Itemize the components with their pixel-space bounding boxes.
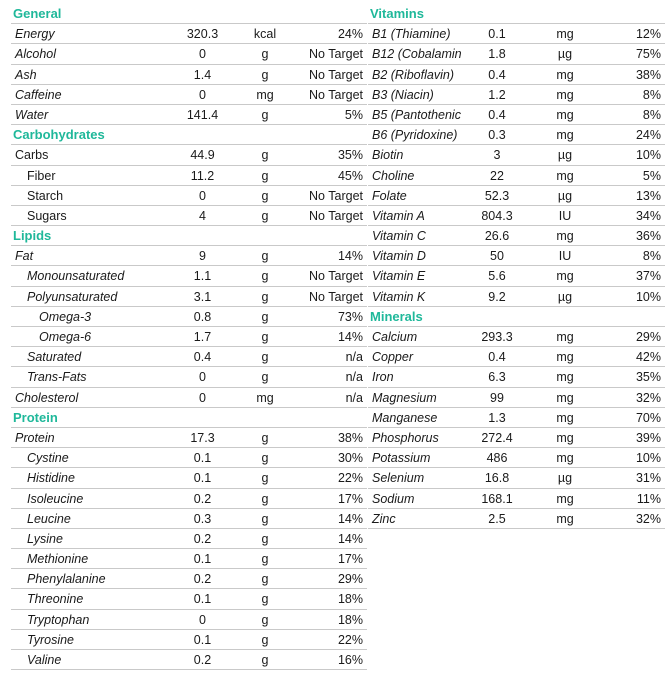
- nutrient-target-percent: No Target: [309, 67, 363, 82]
- nutrient-unit: mg: [556, 27, 574, 42]
- nutrient-unit: g: [261, 188, 269, 203]
- nutrient-name: Manganese: [372, 410, 438, 425]
- nutrient-amount: 1.3: [488, 410, 506, 425]
- vitamins-rows: [368, 24, 665, 307]
- nutrient-row: [368, 367, 665, 387]
- section-title-general: General: [11, 4, 367, 24]
- nutrient-name: Omega-3: [39, 309, 92, 324]
- nutrient-target-percent: 22%: [337, 471, 363, 486]
- nutrient-amount: 50: [490, 249, 504, 264]
- nutrient-row: [368, 468, 665, 488]
- nutrient-row: [368, 408, 665, 428]
- nutrient-unit: g: [261, 289, 269, 304]
- nutrient-target-percent: 24%: [337, 27, 363, 42]
- nutrient-target-percent: n/a: [345, 350, 363, 365]
- nutrient-amount: 0: [199, 370, 206, 385]
- nutrient-unit: mg: [556, 168, 574, 183]
- nutrient-target-percent: 24%: [635, 128, 661, 143]
- nutrient-name: Energy: [15, 27, 55, 42]
- nutrient-amount: 0.1: [193, 592, 212, 607]
- nutrient-name: Histidine: [27, 471, 75, 486]
- nutrient-target-percent: 18%: [337, 592, 363, 607]
- protein-rows: [11, 428, 367, 670]
- nutrient-row: [11, 44, 367, 64]
- nutrient-target-percent: 14%: [337, 249, 363, 264]
- nutrient-row: [11, 610, 367, 630]
- nutrient-unit: g: [261, 552, 269, 567]
- nutrient-unit: mg: [556, 128, 574, 143]
- nutrient-unit: kcal: [253, 27, 277, 42]
- nutrient-amount: 3.1: [193, 289, 212, 304]
- nutrient-unit: g: [261, 592, 269, 607]
- nutrient-target-percent: 14%: [337, 531, 363, 546]
- nutrient-row: [11, 246, 367, 266]
- nutrient-target-percent: 16%: [337, 653, 363, 667]
- nutrient-unit: g: [261, 451, 269, 466]
- nutrient-amount: 0.4: [193, 350, 212, 365]
- nutrient-amount: 2.5: [488, 511, 506, 526]
- nutrient-row: [368, 509, 665, 529]
- nutrient-amount: 44.9: [190, 148, 215, 163]
- nutrient-unit: IU: [558, 249, 572, 264]
- nutrient-target-percent: 29%: [635, 330, 661, 344]
- nutrient-unit: mg: [556, 330, 574, 344]
- nutrient-row: [11, 569, 367, 589]
- carbohydrates-rows: [11, 145, 367, 226]
- nutrient-target-percent: 17%: [337, 491, 363, 506]
- nutrient-unit: g: [261, 491, 269, 506]
- nutrient-target-percent: 75%: [635, 47, 661, 62]
- nutrient-name: Polyunsaturated: [27, 289, 118, 304]
- nutrient-row: [11, 630, 367, 650]
- nutrient-target-percent: 22%: [337, 632, 363, 647]
- nutrient-unit: g: [261, 511, 269, 526]
- nutrient-target-percent: 34%: [635, 208, 661, 223]
- nutrient-unit: g: [261, 107, 269, 122]
- nutrient-row: [11, 448, 367, 468]
- nutrient-amount: 11.2: [190, 168, 215, 183]
- nutrient-name: Saturated: [27, 350, 82, 365]
- nutrient-row: [11, 85, 367, 105]
- nutrient-name: Methionine: [27, 552, 89, 567]
- nutrient-amount: 52.3: [484, 188, 510, 203]
- nutrient-name: Tryptophan: [27, 612, 90, 627]
- nutrient-unit: g: [261, 632, 269, 647]
- nutrient-target-percent: No Target: [309, 47, 363, 62]
- nutrient-name: Selenium: [372, 471, 425, 486]
- nutrient-row: [11, 287, 367, 307]
- nutrient-name: Folate: [372, 188, 407, 203]
- nutrient-unit: mg: [256, 390, 274, 405]
- nutrient-unit: IU: [558, 208, 572, 223]
- nutrient-unit: mg: [556, 370, 574, 385]
- nutrient-target-percent: No Target: [309, 269, 363, 284]
- nutrient-name: Cholesterol: [15, 390, 79, 405]
- nutrient-target-percent: 14%: [337, 330, 363, 344]
- nutrient-name: Monounsaturated: [27, 269, 125, 284]
- nutrient-row: [368, 266, 665, 286]
- nutrient-unit: g: [261, 208, 269, 223]
- nutrient-target-percent: n/a: [345, 370, 363, 385]
- nutrient-row: [368, 105, 665, 125]
- nutrient-target-percent: No Target: [309, 208, 363, 223]
- left-nutrient-column: [11, 4, 367, 670]
- nutrient-unit: g: [261, 572, 269, 587]
- nutrient-unit: mg: [556, 107, 574, 122]
- nutrient-amount: 0.8: [193, 309, 212, 324]
- nutrient-target-percent: 18%: [337, 612, 363, 627]
- nutrient-unit: g: [261, 148, 269, 163]
- nutrient-unit: g: [261, 330, 269, 344]
- nutrient-row: [368, 287, 665, 307]
- nutrient-target-percent: 31%: [635, 471, 661, 486]
- nutrient-unit: µg: [557, 471, 573, 486]
- right-nutrient-column: [368, 4, 665, 529]
- nutrient-amount: 22: [490, 168, 504, 183]
- nutrient-amount: 293.3: [481, 330, 513, 344]
- nutrient-unit: g: [261, 471, 269, 486]
- nutrient-amount: 0.3: [193, 511, 212, 526]
- nutrient-target-percent: 39%: [635, 430, 661, 445]
- nutrient-unit: µg: [557, 148, 573, 163]
- nutrient-unit: g: [261, 653, 269, 667]
- section-title-protein: Protein: [11, 408, 367, 428]
- nutrient-amount: 0.1: [193, 552, 212, 567]
- nutrient-row: [368, 166, 665, 186]
- nutrient-row: [11, 206, 367, 226]
- nutrient-name: Leucine: [27, 511, 71, 526]
- nutrient-unit: g: [261, 430, 269, 445]
- nutrient-row: [11, 509, 367, 529]
- nutrient-unit: mg: [556, 229, 574, 244]
- nutrient-amount: 320.3: [186, 27, 219, 42]
- nutrient-amount: 0.4: [488, 67, 506, 82]
- nutrient-row: [11, 105, 367, 125]
- section-title-lipids: Lipids: [11, 226, 367, 246]
- nutrient-amount: 804.3: [481, 208, 513, 223]
- nutrient-name: Vitamin C: [372, 229, 426, 244]
- nutrient-name: Potassium: [372, 451, 431, 466]
- nutrient-row: [11, 65, 367, 85]
- nutrient-amount: 0.2: [193, 572, 212, 587]
- minerals-rows: [368, 327, 665, 529]
- nutrient-unit: mg: [556, 67, 574, 82]
- nutrient-row: [368, 85, 665, 105]
- nutrient-target-percent: 8%: [642, 249, 661, 264]
- nutrient-unit: g: [261, 309, 269, 324]
- nutrient-target-percent: 14%: [337, 511, 363, 526]
- nutrient-name: Starch: [27, 188, 64, 203]
- nutrient-row: [11, 529, 367, 549]
- nutrient-name: B6 (Pyridoxine): [372, 128, 458, 143]
- nutrient-amount: 0.4: [488, 350, 506, 365]
- nutrient-row: [11, 589, 367, 609]
- nutrient-target-percent: n/a: [345, 390, 363, 405]
- nutrient-name: Alcohol: [15, 47, 56, 62]
- nutrient-row: [368, 145, 665, 165]
- nutrient-amount: 0.2: [193, 531, 212, 546]
- nutrient-name: Zinc: [372, 511, 396, 526]
- nutrient-target-percent: 73%: [337, 309, 363, 324]
- nutrient-unit: mg: [556, 87, 574, 102]
- nutrient-name: Carbs: [15, 148, 49, 163]
- nutrient-target-percent: 10%: [635, 289, 661, 304]
- section-title-minerals: Minerals: [368, 307, 665, 327]
- nutrient-row: [368, 388, 665, 408]
- nutrient-row: [11, 186, 367, 206]
- nutrient-amount: 1.4: [193, 67, 212, 82]
- nutrient-name: Threonine: [27, 592, 84, 607]
- nutrient-amount: 0: [199, 87, 206, 102]
- nutrient-amount: 0: [199, 188, 206, 203]
- nutrient-amount: 0.1: [193, 451, 212, 466]
- nutrient-row: [368, 226, 665, 246]
- nutrient-unit: mg: [556, 350, 574, 365]
- nutrient-target-percent: 35%: [337, 148, 363, 163]
- nutrient-name: Isoleucine: [27, 491, 84, 506]
- nutrient-target-percent: 32%: [635, 511, 661, 526]
- nutrient-amount: 16.8: [484, 471, 510, 486]
- nutrient-row: [368, 428, 665, 448]
- nutrient-amount: 168.1: [481, 491, 513, 506]
- nutrient-name: Lysine: [27, 531, 63, 546]
- nutrient-row: [11, 388, 367, 408]
- nutrient-amount: 9.2: [488, 289, 506, 304]
- nutrient-row: [11, 145, 367, 165]
- nutrient-row: [368, 489, 665, 509]
- nutrient-name: Valine: [27, 653, 62, 667]
- nutrient-amount: 1.2: [488, 87, 506, 102]
- nutrient-row: [11, 347, 367, 367]
- nutrient-name: Protein: [15, 430, 55, 445]
- nutrient-amount: 0: [199, 47, 206, 62]
- nutrient-unit: mg: [556, 491, 574, 506]
- nutrient-target-percent: 35%: [635, 370, 661, 385]
- nutrient-amount: 272.4: [481, 430, 513, 445]
- nutrient-target-percent: 8%: [642, 87, 661, 102]
- nutrient-target-percent: 30%: [337, 451, 363, 466]
- nutrient-name: Choline: [372, 168, 415, 183]
- nutrient-row: [11, 266, 367, 286]
- nutrient-amount: 0.4: [488, 107, 506, 122]
- nutrient-target-percent: 11%: [636, 491, 661, 506]
- nutrient-unit: mg: [556, 410, 574, 425]
- nutrient-name: Phosphorus: [372, 430, 439, 445]
- nutrient-target-percent: No Target: [309, 87, 363, 102]
- section-title-carbohydrates: Carbohydrates: [11, 125, 367, 145]
- nutrient-amount: 1.8: [488, 47, 506, 62]
- nutrient-unit: mg: [556, 451, 574, 466]
- nutrient-row: [11, 166, 367, 186]
- nutrient-row: [368, 44, 665, 64]
- nutrient-name: Sodium: [372, 491, 415, 506]
- nutrient-name: Iron: [372, 370, 394, 385]
- nutrient-amount: 0.1: [193, 471, 212, 486]
- nutrient-name: Calcium: [372, 330, 418, 344]
- nutrient-row: [11, 468, 367, 488]
- nutrient-unit: g: [261, 67, 269, 82]
- nutrient-name: Biotin: [372, 148, 404, 163]
- nutrient-amount: 3: [493, 148, 501, 163]
- nutrient-row: [368, 186, 665, 206]
- nutrient-name: Vitamin A: [372, 208, 425, 223]
- nutrient-target-percent: 70%: [635, 410, 661, 425]
- nutrient-amount: 17.3: [190, 430, 215, 445]
- nutrient-name: Tyrosine: [27, 632, 75, 647]
- nutrient-row: [11, 307, 367, 327]
- nutrient-target-percent: No Target: [309, 289, 363, 304]
- nutrient-name: Copper: [372, 350, 413, 365]
- nutrient-name: Omega-6: [39, 330, 92, 344]
- section-title-vitamins: Vitamins: [368, 4, 665, 24]
- nutrient-row: [368, 246, 665, 266]
- nutrient-unit: g: [261, 269, 269, 284]
- nutrient-name: B12 (Cobalamin: [372, 47, 462, 62]
- nutrient-name: Ash: [15, 67, 37, 82]
- nutrient-name: Vitamin E: [372, 269, 426, 284]
- nutrient-name: B2 (Riboflavin): [372, 67, 454, 82]
- nutrient-unit: µg: [557, 188, 573, 203]
- nutrient-unit: µg: [557, 289, 573, 304]
- nutrient-amount: 0.2: [193, 653, 212, 667]
- nutrient-name: Cystine: [27, 451, 69, 466]
- nutrient-target-percent: 5%: [344, 107, 363, 122]
- nutrient-row: [11, 24, 367, 44]
- nutrient-unit: µg: [557, 47, 573, 62]
- nutrient-name: Vitamin K: [372, 289, 426, 304]
- nutrient-target-percent: 10%: [635, 451, 661, 466]
- nutrient-row: [11, 367, 367, 387]
- nutrient-row: [368, 65, 665, 85]
- nutrient-amount: 0.3: [488, 128, 506, 143]
- nutrient-unit: g: [261, 612, 269, 627]
- nutrient-name: Vitamin D: [372, 249, 426, 264]
- nutrient-name: Water: [15, 107, 49, 122]
- nutrient-unit: g: [261, 370, 269, 385]
- nutrient-amount: 0.2: [193, 491, 212, 506]
- nutrient-name: Fat: [15, 249, 34, 264]
- nutrient-amount: 6.3: [488, 370, 506, 385]
- nutrient-amount: 99: [490, 390, 504, 405]
- lipids-rows: [11, 246, 367, 408]
- nutrient-row: [368, 24, 665, 44]
- nutrient-name: B1 (Thiamine): [372, 27, 451, 42]
- general-rows: [11, 24, 367, 125]
- nutrient-unit: mg: [556, 390, 574, 405]
- nutrient-amount: 0.1: [193, 632, 212, 647]
- nutrient-target-percent: 8%: [642, 107, 661, 122]
- nutrient-name: B5 (Pantothenic: [372, 107, 461, 122]
- nutrient-amount: 141.4: [186, 107, 219, 122]
- nutrient-name: Phenylalanine: [27, 572, 106, 587]
- nutrient-target-percent: No Target: [309, 188, 363, 203]
- nutrient-amount: 0.1: [488, 27, 506, 42]
- nutrient-unit: g: [261, 249, 269, 264]
- nutrient-row: [368, 448, 665, 468]
- nutrient-target-percent: 29%: [337, 572, 363, 587]
- nutrient-amount: 1.7: [193, 330, 212, 344]
- nutrient-amount: 5.6: [488, 269, 506, 284]
- nutrient-name: Caffeine: [15, 87, 62, 102]
- nutrient-amount: 486: [486, 451, 508, 466]
- nutrient-row: [11, 650, 367, 670]
- nutrient-row: [11, 327, 367, 347]
- nutrient-name: Magnesium: [372, 390, 437, 405]
- nutrient-row: [11, 549, 367, 569]
- nutrient-row: [368, 327, 665, 347]
- nutrient-amount: 1.1: [193, 269, 212, 284]
- nutrient-row: [11, 489, 367, 509]
- nutrient-amount: 0: [199, 612, 206, 627]
- nutrient-name: Trans-Fats: [27, 370, 87, 385]
- nutrient-unit: g: [261, 47, 269, 62]
- nutrient-target-percent: 13%: [635, 188, 661, 203]
- nutrient-target-percent: 12%: [635, 27, 661, 42]
- nutrient-target-percent: 10%: [635, 148, 661, 163]
- nutrient-target-percent: 45%: [337, 168, 363, 183]
- nutrient-unit: mg: [556, 269, 574, 284]
- nutrient-name: Sugars: [27, 208, 67, 223]
- nutrient-name: B3 (Niacin): [372, 87, 434, 102]
- nutrient-target-percent: 17%: [337, 552, 363, 567]
- nutrient-name: Fiber: [27, 168, 56, 183]
- nutrient-unit: mg: [256, 87, 274, 102]
- nutrient-target-percent: 36%: [635, 229, 661, 244]
- nutrient-amount: 9: [199, 249, 206, 264]
- nutrient-unit: g: [261, 168, 269, 183]
- nutrient-amount: 26.6: [484, 229, 510, 244]
- nutrient-target-percent: 37%: [635, 269, 661, 284]
- nutrient-unit: g: [261, 350, 269, 365]
- nutrient-target-percent: 32%: [635, 390, 661, 405]
- nutrient-unit: mg: [556, 511, 574, 526]
- nutrient-unit: mg: [556, 430, 574, 445]
- nutrient-row: [11, 428, 367, 448]
- nutrient-row: [368, 125, 665, 145]
- nutrient-unit: g: [261, 531, 269, 546]
- nutrient-target-percent: 38%: [635, 67, 661, 82]
- nutrient-amount: 0: [199, 390, 206, 405]
- nutrient-target-percent: 5%: [642, 168, 661, 183]
- nutrient-target-percent: 42%: [635, 350, 661, 365]
- nutrient-row: [368, 347, 665, 367]
- nutrient-amount: 4: [199, 208, 206, 223]
- nutrient-row: [368, 206, 665, 226]
- nutrient-target-percent: 38%: [337, 430, 363, 445]
